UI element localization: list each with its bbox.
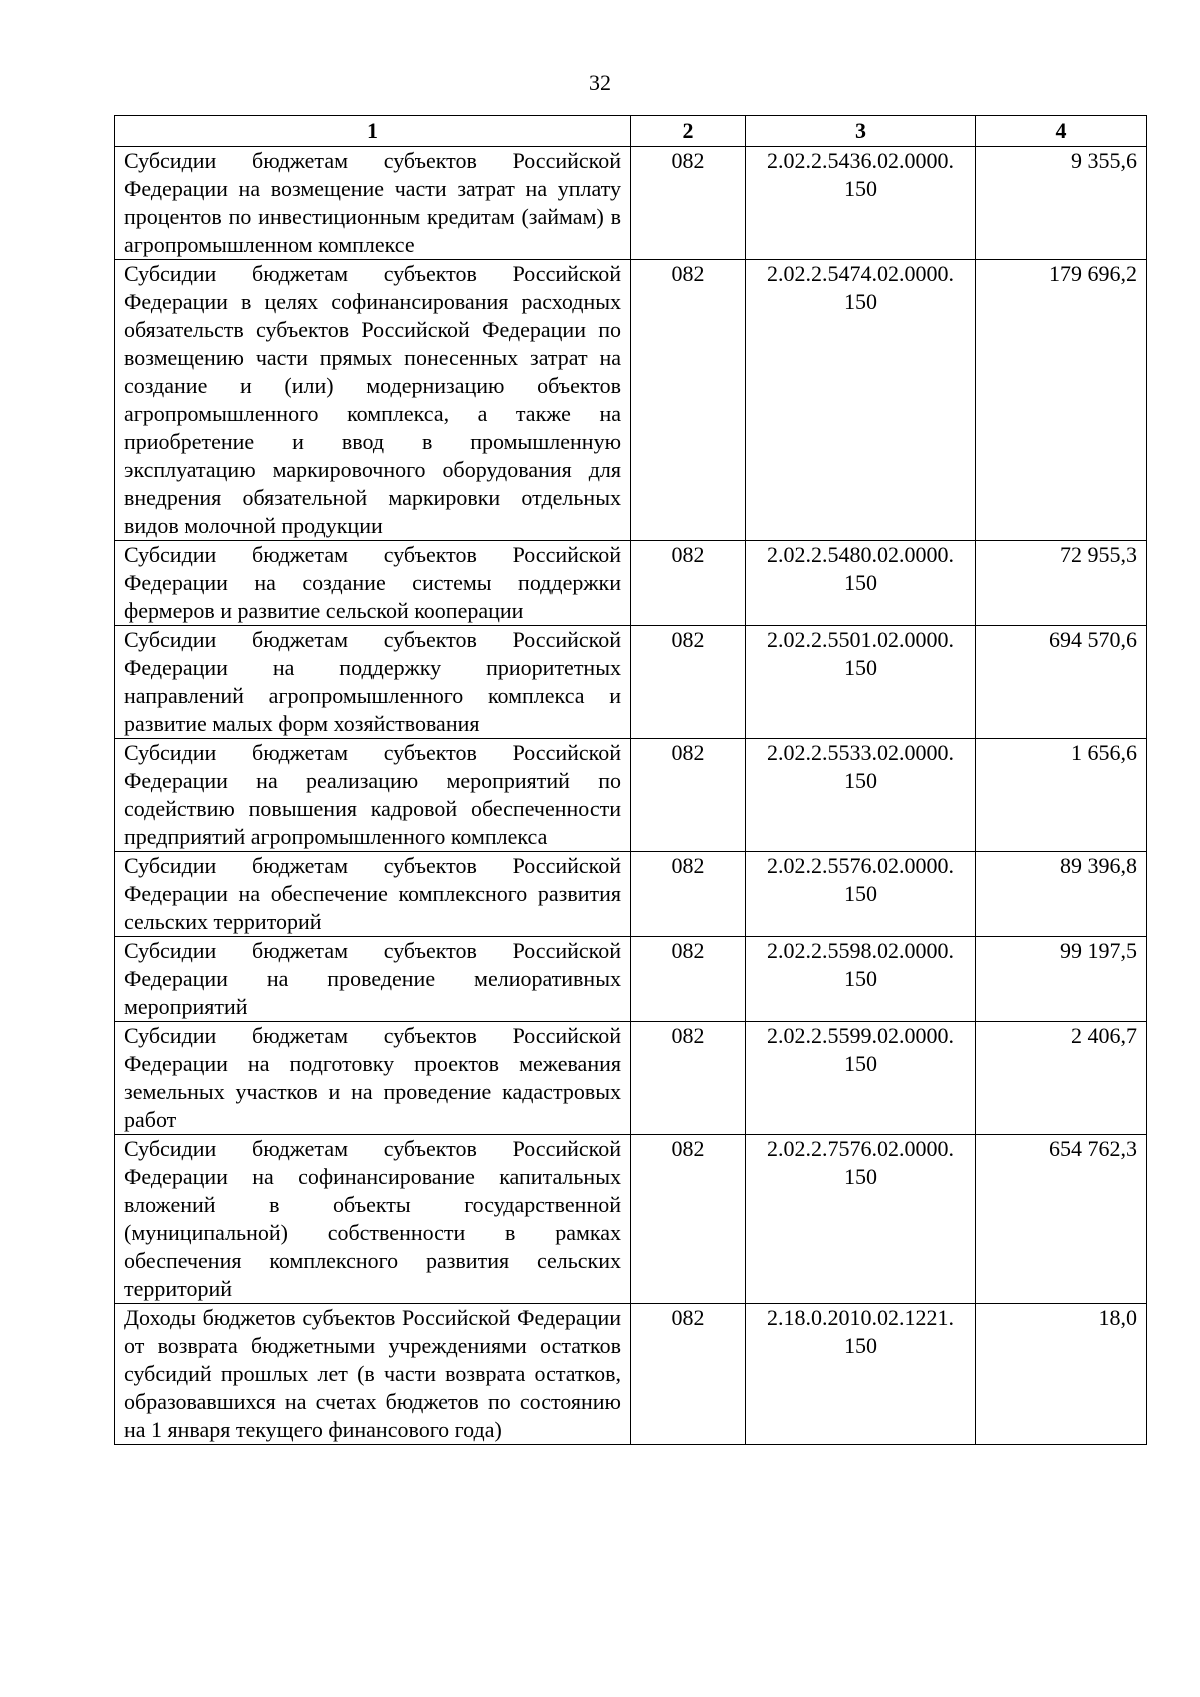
row-admin-code: 082: [631, 1304, 746, 1445]
row-admin-code: 082: [631, 1022, 746, 1135]
row-budget-code: 2.02.2.5474.02.0000. 150: [746, 260, 976, 541]
table-row: [115, 541, 1147, 626]
row-amount: 89 396,8: [976, 852, 1147, 937]
row-budget-code: 2.02.2.5598.02.0000. 150: [746, 937, 976, 1022]
row-amount: 1 656,6: [976, 739, 1147, 852]
row-admin-code: 082: [631, 852, 746, 937]
column-header-2: 2: [631, 116, 746, 147]
row-description: Субсидии бюджетам субъектов Российской Федерации в целях софинансирования расходных обязательств субъектов Российской Федерации по возмещению части прямых понесенных затрат на создание и (или) модернизацию объектов агропромышленного комплекса, а также на приобретение и ввод в промышленную эксплуатацию маркировочного оборудования для внедрения обязательной маркировки отдельных видов молочной продукции: [115, 260, 631, 541]
row-admin-code: 082: [631, 739, 746, 852]
row-amount: 694 570,6: [976, 626, 1147, 739]
row-amount: 18,0: [976, 1304, 1147, 1445]
row-amount: 2 406,7: [976, 1022, 1147, 1135]
budget-table: [114, 115, 1147, 1445]
column-header-4: 4: [976, 116, 1147, 147]
row-description: Субсидии бюджетам субъектов Российской Федерации на поддержку приоритетных направлений агропромышленного комплекса и развитие малых форм хозяйствования: [115, 626, 631, 739]
row-description: Субсидии бюджетам субъектов Российской Федерации на проведение мелиоративных мероприятий: [115, 937, 631, 1022]
table-row: [115, 937, 1147, 1022]
table-row: [115, 1135, 1147, 1304]
row-admin-code: 082: [631, 1135, 746, 1304]
row-budget-code: 2.02.2.5501.02.0000. 150: [746, 626, 976, 739]
row-amount: 9 355,6: [976, 147, 1147, 260]
table-row: [115, 260, 1147, 541]
row-budget-code: 2.02.2.5533.02.0000. 150: [746, 739, 976, 852]
row-amount: 179 696,2: [976, 260, 1147, 541]
row-amount: 654 762,3: [976, 1135, 1147, 1304]
row-admin-code: 082: [631, 626, 746, 739]
table-header: [115, 116, 1147, 147]
table-row: [115, 852, 1147, 937]
row-amount: 72 955,3: [976, 541, 1147, 626]
table-row: [115, 739, 1147, 852]
row-budget-code: 2.02.2.5576.02.0000. 150: [746, 852, 976, 937]
row-amount: 99 197,5: [976, 937, 1147, 1022]
table-body: [115, 147, 1147, 1445]
row-budget-code: 2.02.2.5480.02.0000. 150: [746, 541, 976, 626]
column-header-1: 1: [115, 116, 631, 147]
row-admin-code: 082: [631, 937, 746, 1022]
table-row: [115, 147, 1147, 260]
row-description: Доходы бюджетов субъектов Российской Федерации от возврата бюджетными учреждениями остатков субсидий прошлых лет (в части возврата остатков, образовавшихся на счетах бюджетов по состоянию на 1 января текущего финансового года): [115, 1304, 631, 1445]
header-row: [115, 116, 1147, 147]
row-description: Субсидии бюджетам субъектов Российской Федерации на реализацию мероприятий по содействию повышения кадровой обеспеченности предприятий агропромышленного комплекса: [115, 739, 631, 852]
row-description: Субсидии бюджетам субъектов Российской Федерации на софинансирование капитальных вложений в объекты государственной (муниципальной) собственности в рамках обеспечения комплексного развития сельских территорий: [115, 1135, 631, 1304]
row-budget-code: 2.02.2.5436.02.0000. 150: [746, 147, 976, 260]
row-admin-code: 082: [631, 147, 746, 260]
page-number: 32: [589, 70, 611, 95]
table-row: [115, 1304, 1147, 1445]
table-row: [115, 626, 1147, 739]
row-admin-code: 082: [631, 541, 746, 626]
row-description: Субсидии бюджетам субъектов Российской Федерации на подготовку проектов межевания земельных участков и на проведение кадастровых работ: [115, 1022, 631, 1135]
table-row: [115, 1022, 1147, 1135]
row-budget-code: 2.02.2.7576.02.0000. 150: [746, 1135, 976, 1304]
row-description: Субсидии бюджетам субъектов Российской Федерации на обеспечение комплексного развития сельских территорий: [115, 852, 631, 937]
row-budget-code: 2.18.0.2010.02.1221. 150: [746, 1304, 976, 1445]
row-admin-code: 082: [631, 260, 746, 541]
row-budget-code: 2.02.2.5599.02.0000. 150: [746, 1022, 976, 1135]
row-description: Субсидии бюджетам субъектов Российской Федерации на возмещение части затрат на уплату процентов по инвестиционным кредитам (займам) в агропромышленном комплексе: [115, 147, 631, 260]
column-header-3: 3: [746, 116, 976, 147]
row-description: Субсидии бюджетам субъектов Российской Федерации на создание системы поддержки фермеров и развитие сельской кооперации: [115, 541, 631, 626]
